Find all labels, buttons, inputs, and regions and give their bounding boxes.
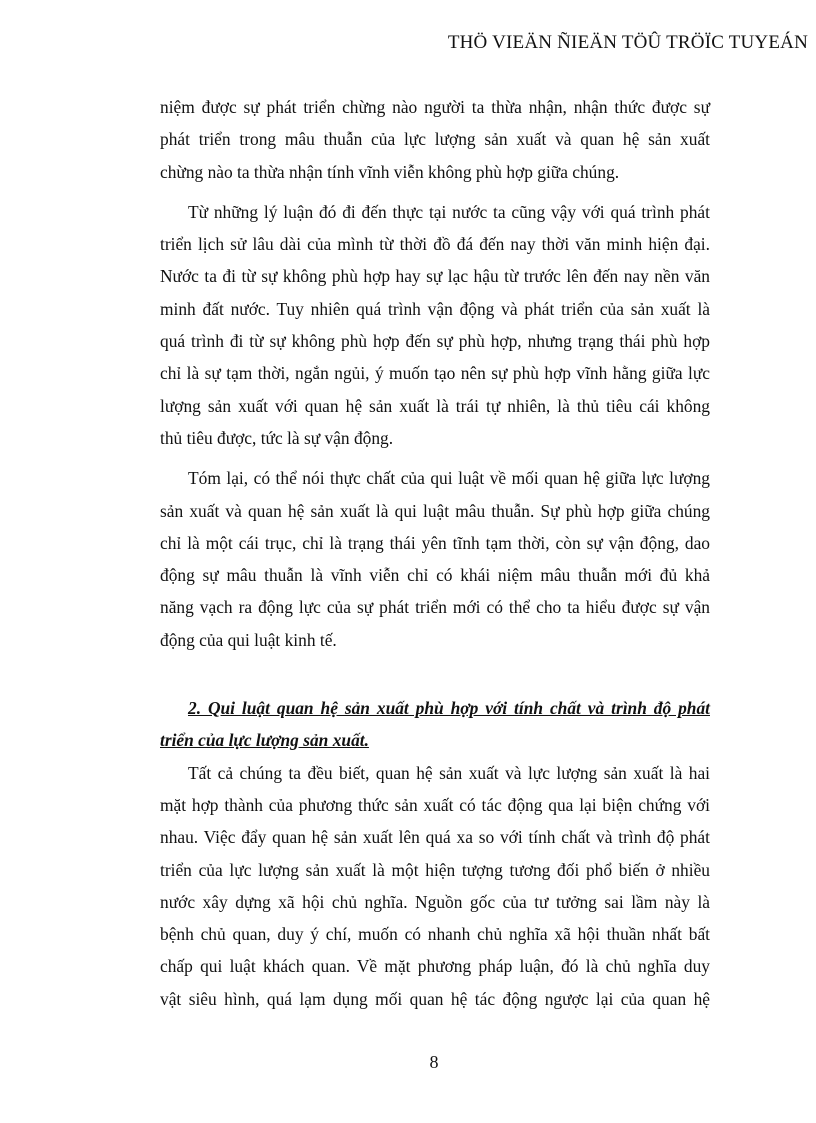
paragraph-spacer [160, 188, 710, 196]
text-line: phát triển trong mâu thuẫn của lực lượng sản xuất và quan hệ sản xuất [160, 129, 710, 150]
text-line: chỉ là một cái trục, chỉ là trạng thái yên tĩnh tạm thời, còn sự vận động, dao [160, 532, 710, 553]
text-line: triển lịch sử lâu dài của mình từ thời đồ đá đến nay thời văn minh hiện đại. [160, 234, 710, 255]
paragraph-1 [160, 91, 710, 188]
text-line: chấp qui luật khách quan. Về mặt phương pháp luận, đó là chủ nghĩa duy [160, 956, 710, 977]
running-header: THÖ VIEÄN ÑIEÄN TÖÛ TRÖÏC TUYEÁN [447, 32, 808, 53]
text-line: chừng nào ta thừa nhận tính vĩnh viễn không phù hợp giữa chúng. [160, 161, 620, 182]
text-line: sản xuất và quan hệ sản xuất là qui luật mâu thuẫn. Sự phù hợp giữa chúng [160, 500, 710, 521]
section-heading-line: 2. Qui luật quan hệ sản xuất phù hợp với tính chất và trình độ phát [188, 698, 710, 719]
paragraph-2 [160, 196, 710, 454]
text-line: Từ những lý luận đó đi đến thực tại nước ta cũng vậy với quá trình phát [188, 201, 710, 222]
page-body [160, 91, 710, 1015]
text-line: năng vạch ra động lực của sự phát triển mới có thể cho ta hiểu được sự vận [160, 597, 710, 618]
text-line: Nước ta đi từ sự không phù hợp hay sự lạc hậu từ trước lên đến nay nền văn [160, 266, 710, 287]
paragraph-spacer [160, 454, 710, 462]
text-line: niệm được sự phát triển chừng nào người ta thừa nhận, nhận thức được sự [160, 97, 710, 117]
text-line: nhau. Việc đẩy quan hệ sản xuất lên quá xa so với tính chất và trình độ phát [160, 827, 710, 848]
text-line: lượng sản xuất với quan hệ sản xuất là trái tự nhiên, là thủ tiêu cái không [160, 395, 710, 416]
text-line: động sự mâu thuẫn là vĩnh viễn chỉ có khái niệm mâu thuẫn mới đủ khả [160, 565, 710, 586]
text-line: động của qui luật kinh tế. [160, 629, 337, 650]
section-heading [160, 692, 710, 757]
text-line: quá trình đi từ sự không phù hợp đến sự phù hợp, nhưng trạng thái phù hợp [160, 331, 710, 352]
section-heading-line: triển của lực lượng sản xuất. [160, 730, 369, 751]
paragraph-3 [160, 462, 710, 656]
text-line: Tất cả chúng ta đều biết, quan hệ sản xuất và lực lượng sản xuất là hai [188, 762, 710, 783]
section-paragraph [160, 757, 710, 1015]
section-spacer [160, 656, 710, 692]
text-line: nước xây dựng xã hội chủ nghĩa. Nguồn gốc của tư tưởng sai lầm này là [160, 891, 710, 912]
text-line: chỉ là sự tạm thời, ngắn ngủi, ý muốn tạo nên sự phù hợp vĩnh hằng giữa lực [160, 363, 710, 384]
text-line: Tóm lại, có thể nói thực chất của qui luật về mối quan hệ giữa lực lượng [188, 468, 710, 489]
text-line: thủ tiêu được, tức là sự vận động. [160, 427, 394, 448]
text-line: minh đất nước. Tuy nhiên quá trình vận động và phát triển của sản xuất là [160, 298, 710, 319]
text-line: triển của lực lượng sản xuất là một hiện tượng tương đối phổ biến ở nhiều [160, 859, 710, 880]
page-number: 8 [429, 1052, 439, 1072]
text-line: mặt hợp thành của phương thức sản xuất có tác động qua lại biện chứng với [160, 794, 710, 815]
text-line: bệnh chủ quan, duy ý chí, muốn có nhanh chủ nghĩa xã hội thuần nhất bất [160, 924, 710, 945]
text-line: vật siêu hình, quá lạm dụng mối quan hệ tác động ngược lại của quan hệ [160, 988, 710, 1009]
